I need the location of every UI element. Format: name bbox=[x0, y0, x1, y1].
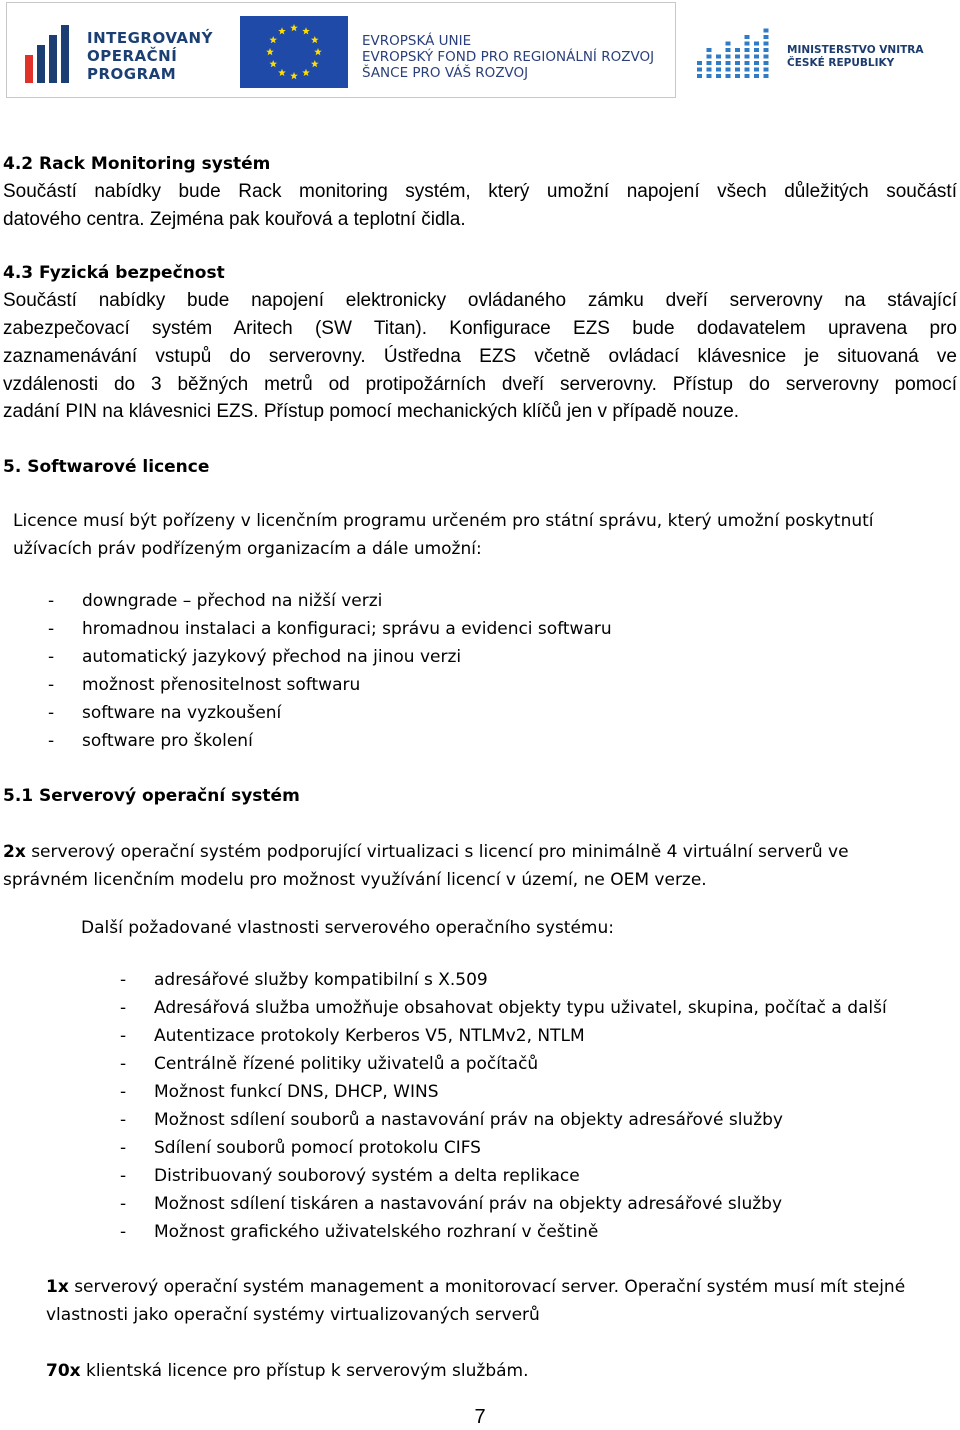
s43-line-4: vzdálenosti do 3 běžných metrů od protipožárních dveří serverovny. Přístup do serverovny pomocí bbox=[3, 374, 957, 395]
mv-dot bbox=[707, 48, 712, 52]
list-item: - Možnost sdílení tiskáren a nastavování práv na objekty adresářové služby bbox=[120, 1194, 783, 1214]
mv-dot bbox=[754, 55, 759, 59]
mv-dot bbox=[726, 68, 731, 72]
s5-intro-line-2: užívacích práv podřízeným organizacím a dále umožní: bbox=[13, 539, 482, 559]
eu-flag-icon bbox=[240, 16, 348, 88]
mv-dot bbox=[754, 68, 759, 72]
page-number: 7 bbox=[474, 1406, 486, 1428]
mv-dot bbox=[745, 35, 750, 39]
section-5-title: 5. Softwarové licence bbox=[3, 457, 210, 477]
mv-dot bbox=[716, 74, 721, 78]
mv-dot bbox=[754, 48, 759, 52]
s51-para-1-line-2: správném licenčním modelu pro možnost využívání licencí v území, ne OEM verze. bbox=[3, 870, 707, 890]
mv-dot bbox=[754, 61, 759, 65]
list-item: - hromadnou instalaci a konfiguraci; správu a evidenci softwaru bbox=[48, 619, 612, 639]
mv-dot bbox=[707, 61, 712, 65]
mv-dot bbox=[754, 74, 759, 78]
mv-dot bbox=[735, 74, 740, 78]
mv-dot bbox=[764, 35, 769, 39]
eu-line-3: ŠANCE PRO VÁŠ ROZVOJ bbox=[362, 65, 529, 81]
mv-logo bbox=[695, 22, 945, 82]
mv-dot bbox=[726, 42, 731, 46]
list-item: - možnost přenositelnost softwaru bbox=[48, 675, 361, 695]
mv-dot bbox=[735, 48, 740, 52]
s51-para-2-line-1: 1x serverový operační systém management a monitorovací server. Operační systém musí mít stejné bbox=[46, 1277, 906, 1297]
mv-dots-icon bbox=[695, 22, 775, 78]
mv-dot bbox=[716, 61, 721, 65]
mv-dot bbox=[716, 55, 721, 59]
mv-dot bbox=[745, 61, 750, 65]
mv-dot bbox=[707, 68, 712, 72]
list-item: - Autentizace protokoly Kerberos V5, NTLMv2, NTLM bbox=[120, 1026, 585, 1046]
section-5-1-title: 5.1 Serverový operační systém bbox=[3, 786, 300, 806]
mv-line-1: MINISTERSTVO VNITRA bbox=[787, 44, 924, 56]
section-4-2-title: 4.2 Rack Monitoring systém bbox=[3, 154, 271, 174]
mv-dot bbox=[745, 74, 750, 78]
eu-line-1: EVROPSKÁ UNIE bbox=[362, 33, 472, 49]
list-item: - automatický jazykový přechod na jinou verzi bbox=[48, 647, 462, 667]
mv-dot bbox=[764, 48, 769, 52]
s51-para-1-line-1: 2x serverový operační systém podporující virtualizaci s licencí pro minimálně 4 virtuální serverů ve bbox=[3, 842, 849, 862]
mv-line-2: ČESKÉ REPUBLIKY bbox=[787, 57, 895, 69]
s43-line-1: Součástí nabídky bude napojení elektronicky ovládaného zámku dveří serverovny na stávající bbox=[3, 290, 957, 311]
list-item: - Centrálně řízené politiky uživatelů a počítačů bbox=[120, 1054, 539, 1074]
list-item: - Možnost sdílení souborů a nastavování práv na objekty adresářové služby bbox=[120, 1110, 783, 1130]
mv-dot bbox=[735, 55, 740, 59]
mv-dot bbox=[735, 61, 740, 65]
s43-line-5: zadání PIN na klávesnici EZS. Přístup pomocí mechanických klíčů jen v případě nouze. bbox=[3, 401, 740, 422]
s43-line-3: zaznamenávání vstupů do serverovny. Ústředna EZS včetně ovládací klávesnice je situovaná ve bbox=[3, 346, 957, 367]
section-4-3-title: 4.3 Fyzická bezpečnost bbox=[3, 263, 225, 283]
logo-strip bbox=[6, 2, 676, 98]
mv-dot bbox=[745, 68, 750, 72]
iop-line-3: PROGRAM bbox=[87, 65, 177, 83]
iop-bars-icon bbox=[21, 25, 79, 83]
list-item: - Možnost grafického uživatelského rozhraní v češtině bbox=[120, 1222, 599, 1242]
mv-dot bbox=[764, 61, 769, 65]
mv-dot bbox=[745, 48, 750, 52]
iop-logo bbox=[21, 19, 221, 89]
mv-dot bbox=[707, 74, 712, 78]
mv-dot bbox=[697, 61, 702, 65]
list-item: - software pro školení bbox=[48, 731, 253, 751]
iop-line-1: INTEGROVANÝ bbox=[87, 29, 213, 47]
s5-intro-line-1: Licence musí být pořízeny v licenčním programu určeném pro státní správu, který umožní poskytnutí bbox=[13, 511, 874, 531]
mv-dot bbox=[697, 74, 702, 78]
mv-dot bbox=[726, 61, 731, 65]
s51-para-3: 70x klientská licence pro přístup k serverovým službám. bbox=[46, 1361, 529, 1381]
mv-dot bbox=[745, 55, 750, 59]
mv-dot bbox=[726, 55, 731, 59]
mv-dot bbox=[764, 29, 769, 33]
mv-dot bbox=[726, 48, 731, 52]
mv-dot bbox=[754, 42, 759, 46]
list-item: - Adresářová služba umožňuje obsahovat objekty typu uživatel, skupina, počítač a další bbox=[120, 998, 887, 1018]
eu-line-2: EVROPSKÝ FOND PRO REGIONÁLNÍ ROZVOJ bbox=[362, 49, 655, 65]
s51-para-2-line-2: vlastnosti jako operační systémy virtualizovaných serverů bbox=[46, 1305, 540, 1325]
mv-dot bbox=[764, 74, 769, 78]
mv-dot bbox=[707, 55, 712, 59]
s43-line-2: zabezpečovací systém Aritech (SW Titan). Konfigurace EZS bude dodavatelem upravena pro bbox=[3, 318, 957, 339]
mv-dot bbox=[716, 68, 721, 72]
mv-dot bbox=[745, 42, 750, 46]
mv-dot bbox=[764, 42, 769, 46]
list-item: - Distribuovaný souborový systém a delta replikace bbox=[120, 1166, 580, 1186]
mv-dot bbox=[764, 68, 769, 72]
list-item: - software na vyzkoušení bbox=[48, 703, 282, 723]
list-item: - downgrade – přechod na nižší verzi bbox=[48, 591, 383, 611]
mv-dot bbox=[697, 68, 702, 72]
mv-dot bbox=[735, 68, 740, 72]
s42-line-1: Součástí nabídky bude Rack monitoring systém, který umožní napojení všech důležitých součástí bbox=[3, 181, 957, 202]
mv-dot bbox=[764, 55, 769, 59]
list-item: - Sdílení souborů pomocí protokolu CIFS bbox=[120, 1138, 481, 1158]
iop-line-2: OPERAČNÍ bbox=[87, 47, 178, 65]
s42-line-2: datového centra. Zejména pak kouřová a teplotní čidla. bbox=[3, 209, 466, 230]
list-item: - Možnost funkcí DNS, DHCP, WINS bbox=[120, 1082, 439, 1102]
mv-dot bbox=[726, 74, 731, 78]
s51-props-heading: Další požadované vlastnosti serverového operačního systému: bbox=[81, 918, 614, 938]
list-item: - adresářové služby kompatibilní s X.509 bbox=[120, 970, 488, 990]
